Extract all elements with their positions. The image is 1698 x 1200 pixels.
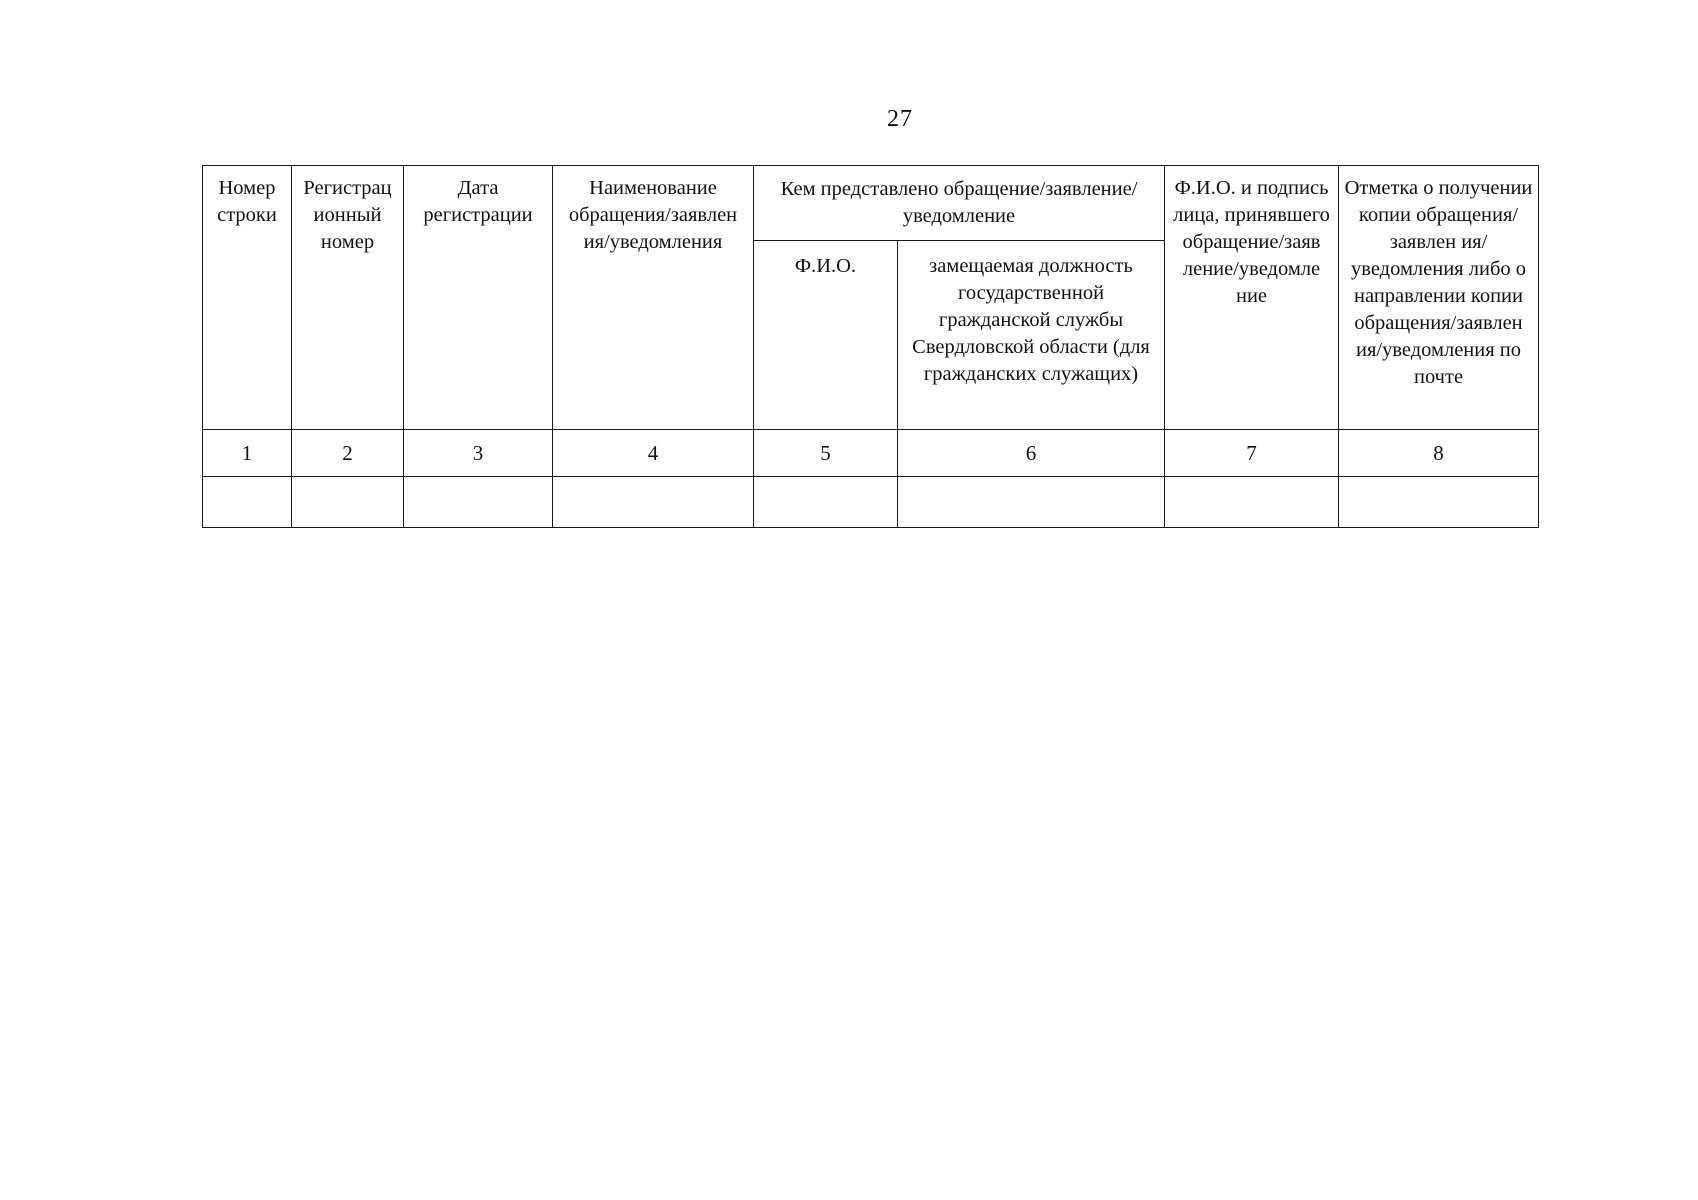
table-cell — [898, 477, 1165, 528]
header-submitted-by-fio: Ф.И.О. — [754, 241, 898, 430]
column-number: 2 — [292, 430, 404, 477]
header-doc-name: Наименование обращения/заявлен ия/уведомления — [553, 166, 754, 430]
column-number: 3 — [404, 430, 553, 477]
table-cell — [1165, 477, 1339, 528]
header-reg-number: Регистрац ионный номер — [292, 166, 404, 430]
header-received-by: Ф.И.О. и подпись лица, принявшего обращение/заяв ление/уведомле ние — [1165, 166, 1339, 430]
table-cell — [553, 477, 754, 528]
column-number: 5 — [754, 430, 898, 477]
header-reg-date: Дата регистрации — [404, 166, 553, 430]
table-row — [203, 477, 1539, 528]
header-row-number: Номер строки — [203, 166, 292, 430]
column-number-row — [203, 430, 1539, 477]
table-cell — [292, 477, 404, 528]
header-row — [203, 166, 1539, 241]
header-copy-mark: Отметка о получении копии обращения/заявлен ия/уведомления либо о направлении копии обращения/заявлен ия/уведомления по почте — [1339, 166, 1539, 430]
header-submitted-by-position: замещаемая должность государственной гражданской службы Свердловской области (для гражданских служащих) — [898, 241, 1165, 430]
column-number: 8 — [1339, 430, 1539, 477]
table-cell — [1339, 477, 1539, 528]
page-number: 27 — [887, 106, 913, 132]
register-table — [202, 165, 1539, 528]
table-cell — [404, 477, 553, 528]
table-cell — [203, 477, 292, 528]
header-submitted-by: Кем представлено обращение/заявление/уведомление — [754, 166, 1165, 241]
column-number: 1 — [203, 430, 292, 477]
column-number: 4 — [553, 430, 754, 477]
column-number: 7 — [1165, 430, 1339, 477]
table-cell — [754, 477, 898, 528]
column-number: 6 — [898, 430, 1165, 477]
